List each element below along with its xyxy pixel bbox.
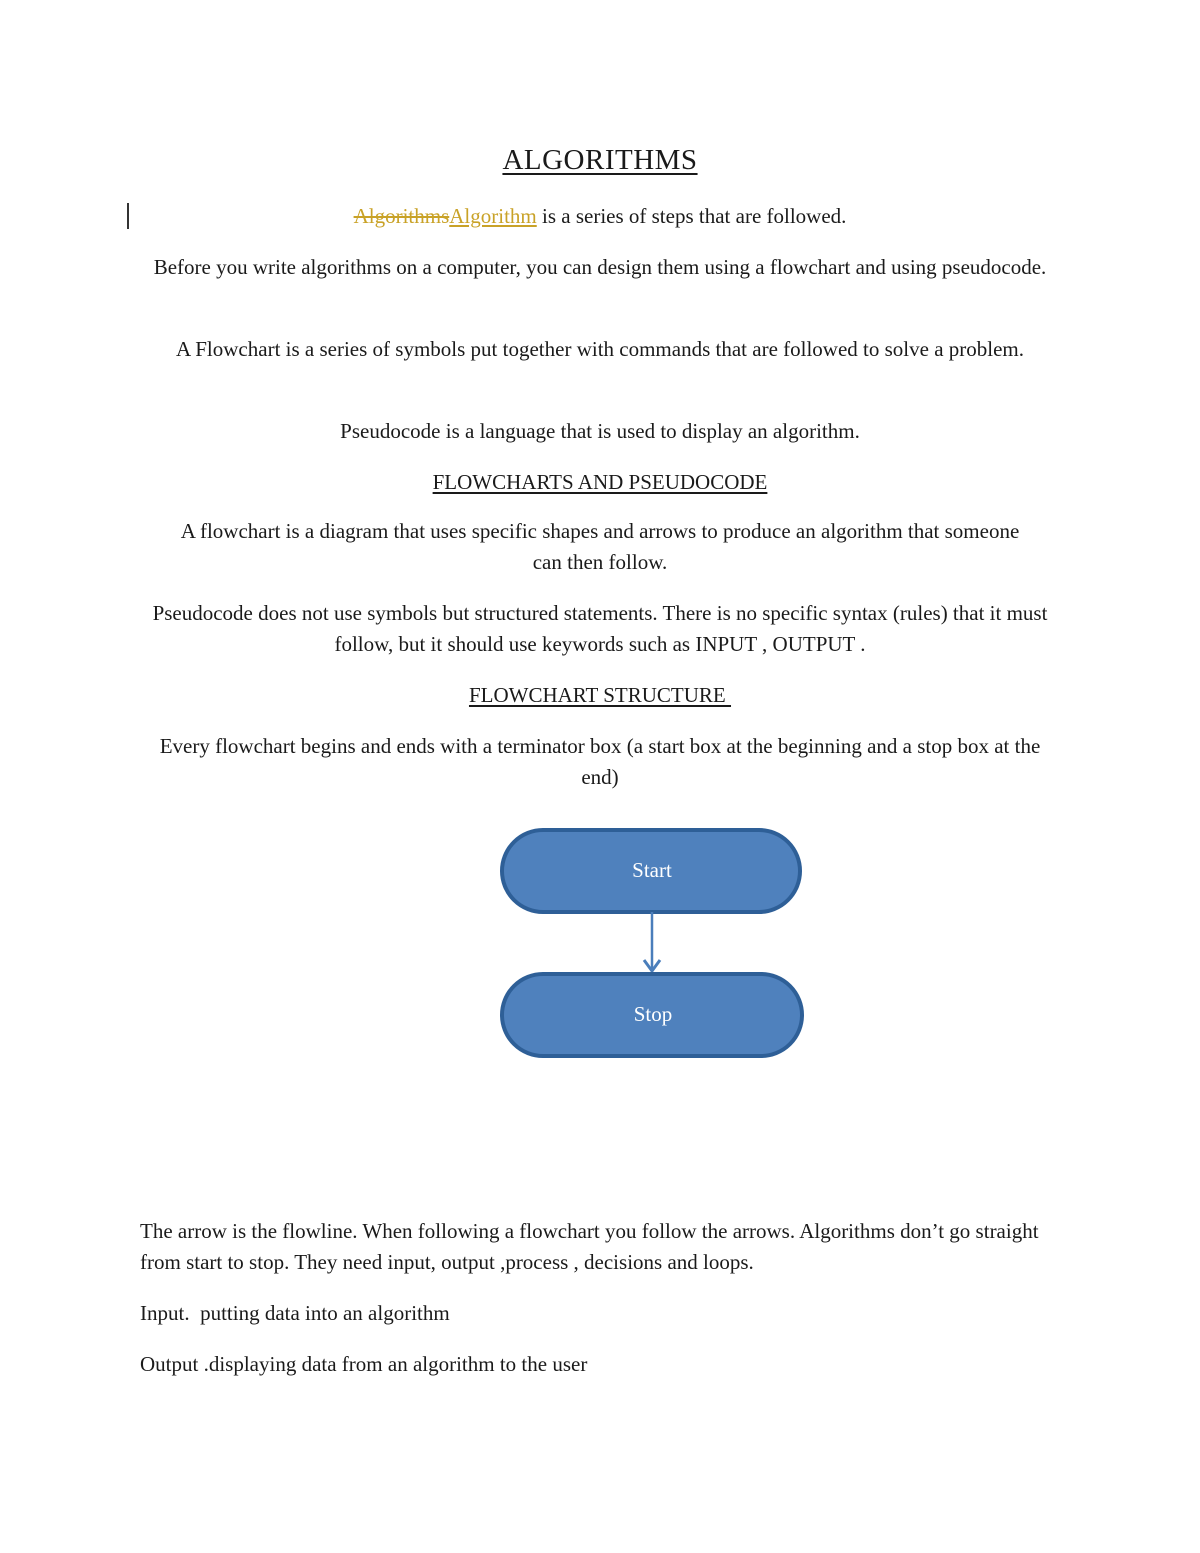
paragraph-flowchart: A Flowchart is a series of symbols put together with commands that are followed to solve a problem. (176, 337, 1024, 361)
paragraph-flowchart-diagram: A flowchart is a diagram that uses specific shapes and arrows to produce an algorithm that someone can then follow. (180, 519, 1020, 574)
tracked-deletion[interactable]: Algorithms (353, 204, 450, 228)
definition-paragraph (140, 201, 1060, 232)
tracked-insertion[interactable]: Algorithm (449, 204, 537, 228)
paragraph-pseudocode: Pseudocode is a language that is used to display an algorithm. (340, 419, 860, 443)
paragraph-output: Output .displaying data from an algorithm to the user (140, 1352, 588, 1376)
document-title: ALGORITHMS (502, 144, 698, 176)
paragraph-before: Before you write algorithms on a computer, you can design them using a flowchart and using pseudocode. (153, 255, 1047, 279)
paragraph-input: Input. putting data into an algorithm (140, 1301, 450, 1325)
flowchart-diagram (498, 826, 808, 1062)
paragraph-terminator: Every flowchart begins and ends with a terminator box (a start box at the beginning and a stop box at the end) (159, 734, 1041, 789)
heading-flowcharts-pseudocode: FLOWCHARTS AND PSEUDOCODE (432, 470, 768, 494)
stop-label: Stop (633, 1002, 673, 1026)
heading-flowchart-structure: FLOWCHART STRUCTURE (468, 683, 732, 707)
start-label: Start (632, 858, 672, 882)
paragraph-pseudocode-statements: Pseudocode does not use symbols but structured statements. There is no specific syntax (rules) that it must follow, but it should use keywords such as INPUT , OUTPUT . (152, 601, 1048, 656)
paragraph-flowline: The arrow is the flowline. When following a flowchart you follow the arrows. Algorithms don’t go straight from start to stop. They need input, output ,process , decisions and loops. (140, 1219, 1039, 1274)
change-bar (127, 203, 129, 229)
definition-text: is a series of steps that are followed. (536, 204, 847, 228)
